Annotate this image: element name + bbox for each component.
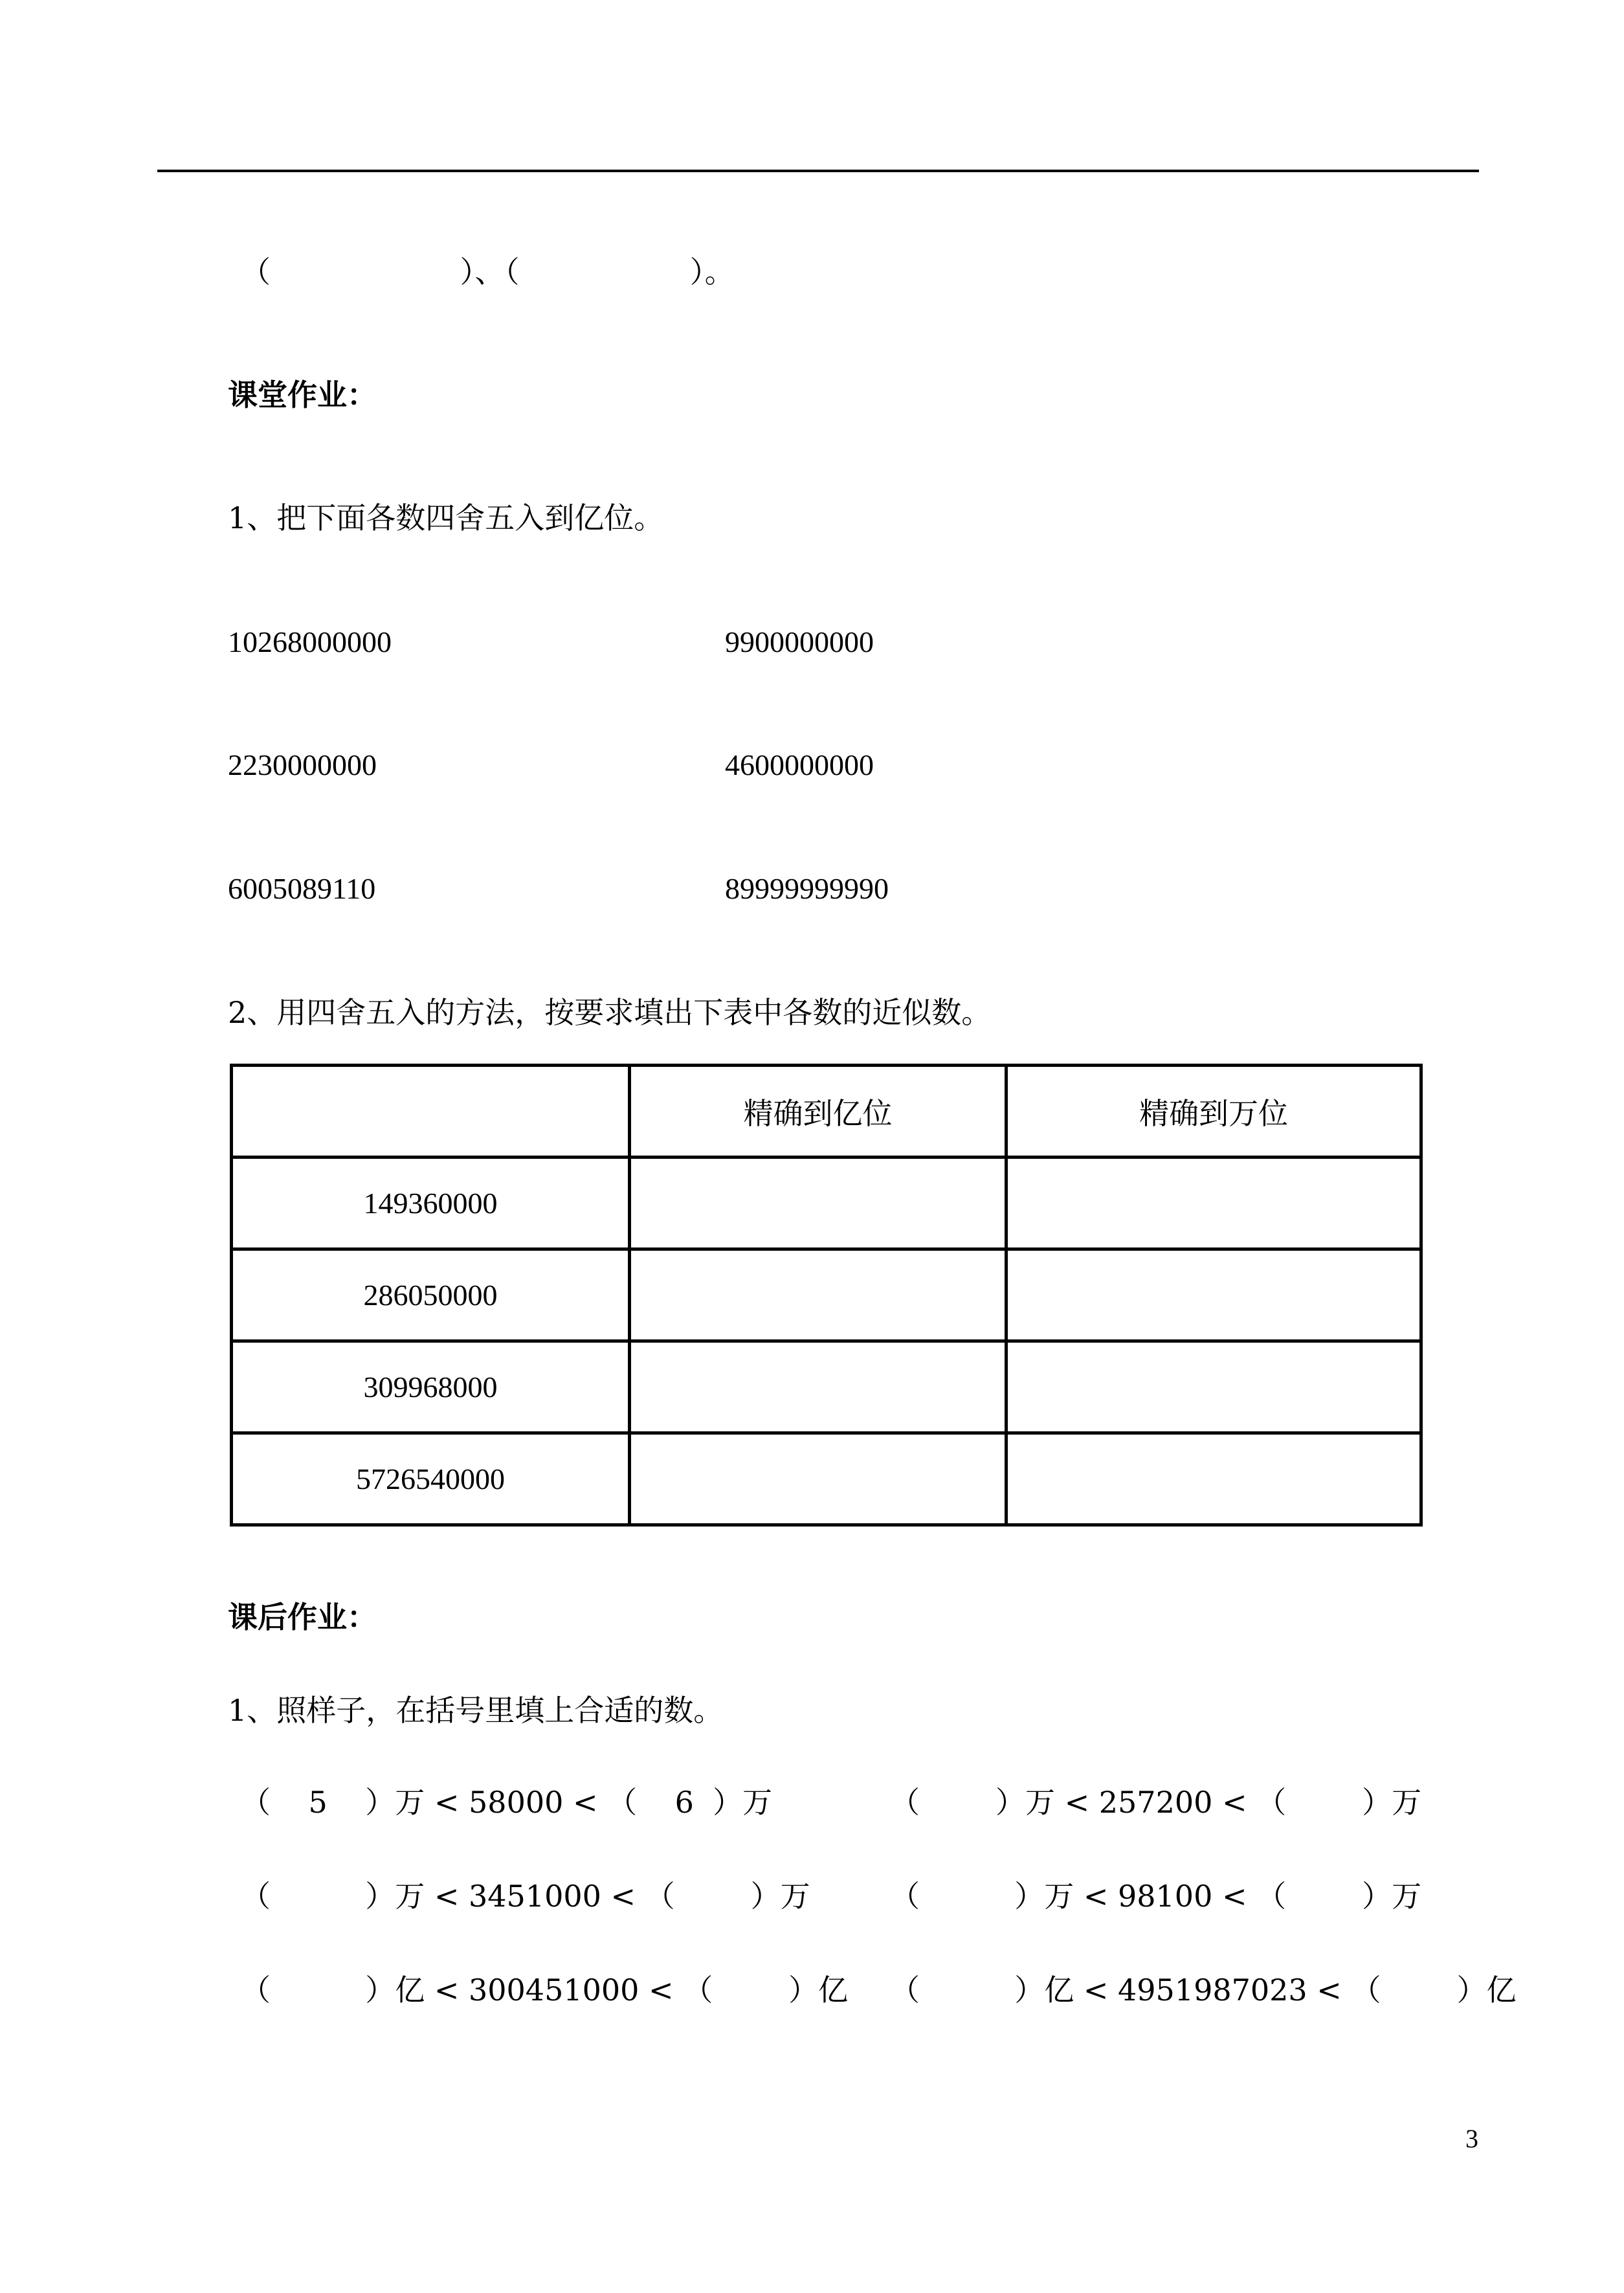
table-cell-answer xyxy=(630,1158,1007,1249)
inequality-item: （ ）亿 < 300451000 < （ ）亿 xyxy=(241,1973,849,2008)
inequality-item: （ 5 ）万 < 58000 < （ 6 ）万 xyxy=(241,1785,773,1820)
inequality-item: （ ）万 < 3451000 < （ ）万 xyxy=(241,1879,810,1914)
table-row xyxy=(232,1249,1421,1341)
table-cell-answer xyxy=(1007,1341,1421,1433)
table-cell-answer xyxy=(630,1249,1007,1341)
question-2-title: 2、用四舍五入的方法，按要求填出下表中各数的近似数。 xyxy=(228,995,992,1030)
table-cell-number: 309968000 xyxy=(232,1341,630,1433)
number-item: 4600000000 xyxy=(725,748,874,781)
table-cell-answer xyxy=(630,1433,1007,1525)
number-item: 89999999990 xyxy=(725,872,889,905)
homework-1-title: 1、照样子，在括号里填上合适的数。 xyxy=(228,1693,724,1728)
table-row xyxy=(232,1158,1421,1249)
table-cell-number: 5726540000 xyxy=(232,1433,630,1525)
inequality-item: （ ）万 < 98100 < （ ）万 xyxy=(890,1879,1422,1914)
header-rule xyxy=(157,170,1479,172)
number-item: 2230000000 xyxy=(228,748,377,781)
number-item: 6005089110 xyxy=(228,872,376,905)
answer-blanks-line: （ ）、（ ）。 xyxy=(241,254,735,289)
table-cell-answer xyxy=(1007,1158,1421,1249)
question-1-title: 1、把下面各数四舍五入到亿位。 xyxy=(228,500,664,535)
table-row xyxy=(232,1341,1421,1433)
section-heading-classwork: 课堂作业： xyxy=(228,377,377,412)
table-header-cell: 精确到万位 xyxy=(1007,1066,1421,1158)
table-cell-answer xyxy=(1007,1249,1421,1341)
inequality-item: （ ）万 < 257200 < （ ）万 xyxy=(890,1785,1422,1820)
table-header-cell: 精确到亿位 xyxy=(630,1066,1007,1158)
table-cell-number: 286050000 xyxy=(232,1249,630,1341)
table-cell-number: 149360000 xyxy=(232,1158,630,1249)
section-heading-homework: 课后作业： xyxy=(228,1600,377,1635)
page-number: 3 xyxy=(1465,2124,1478,2153)
table-cell-answer xyxy=(1007,1433,1421,1525)
table-row xyxy=(232,1433,1421,1525)
number-item: 10268000000 xyxy=(228,625,392,658)
table-cell-answer xyxy=(630,1341,1007,1433)
number-item: 9900000000 xyxy=(725,625,874,658)
table-header-row xyxy=(232,1066,1421,1158)
table-header-cell xyxy=(232,1066,630,1158)
approximation-table xyxy=(230,1064,1423,1527)
inequality-item: （ ）亿 < 4951987023 < （ ）亿 xyxy=(890,1973,1517,2008)
